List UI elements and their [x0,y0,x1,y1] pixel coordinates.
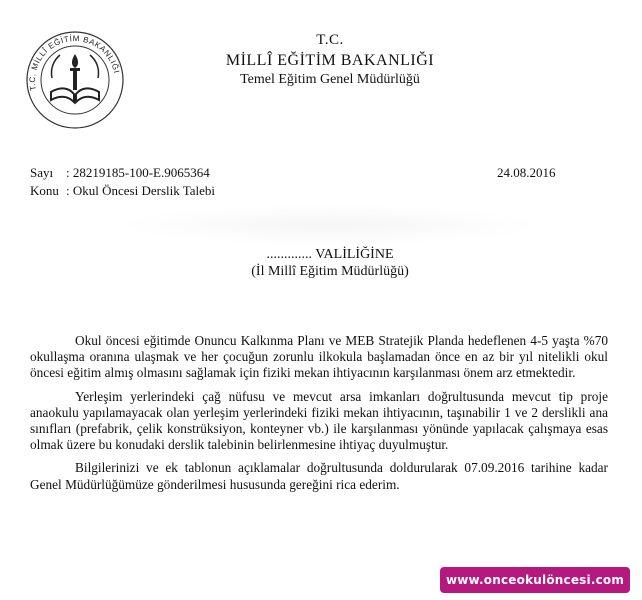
konu-label: Konu [30,183,59,198]
letter-body [30,333,608,496]
header-ministry: MİLLÎ EĞİTİM BAKANLIĞI [225,52,435,69]
sayi-row [30,165,210,181]
body-paragraph-3: Bilgilerinizi ve ek tablonun açıklamalar doğrultusunda doldurularak 07.09.2016 tarihine kadar Genel Müdürlüğümüze gönderilmesi hususunda gereğini rica ederim. [30,460,608,492]
body-paragraph-2: Yerleşim yerlerindeki çağ nüfusu ve mevcut arsa imkanları doğrultusunda mevcut tip proje anaokulu yapılamayacak olan yerleşim yerlerindeki fiziki mekan ihtiyacının, taşınabilir 1 ve 2 derslikli ana sınıfları (prefabrik, çelik konstrüksiyon, konteyner vb.) ile karşılanması yönünde yapılacak çalışmaya esas olmak üzere bu konudaki derslik talebinin belirlenmesine ihtiyaç duyulmuştur. [30,388,608,453]
header-directorate: Temel Eğitim Genel Müdürlüğü [240,72,420,87]
konu-value: : Okul Öncesi Derslik Talebi [66,183,216,198]
addressee-line-2: (İl Millî Eğitim Müdürlüğü) [251,264,409,279]
konu-row [30,183,215,199]
body-paragraph-1: Okul öncesi eğitimde Onuncu Kalkınma Planı ve MEB Stratejik Planda hedeflenen 4-5 yaşta %70 okullaşma oranına ulaşmak ve her çocuğun zorunlu ilkokula başlamadan önce en az bir yıl nitelikli okul öncesi eğitim almış olmasını sağlamak için fiziki mekan ihtiyacının karşılanması önem arz etmektedir. [30,333,608,381]
seal-ring-text: T.C. MİLLÎ EĞİTİM BAKANLIĞI [27,34,122,92]
document-date: 24.08.2016 [497,165,556,180]
addressee-line-1: ............. VALİLİĞİNE [266,247,394,262]
ministry-seal-icon [16,18,134,136]
sayi-label: Sayı [30,165,54,180]
header-country: T.C. [316,32,344,48]
website-watermark[interactable]: www.onceokulöncesi.com [440,567,630,593]
sayi-value: : 28219185-100-E.9065364 [66,165,210,180]
faded-stamp [120,205,540,245]
